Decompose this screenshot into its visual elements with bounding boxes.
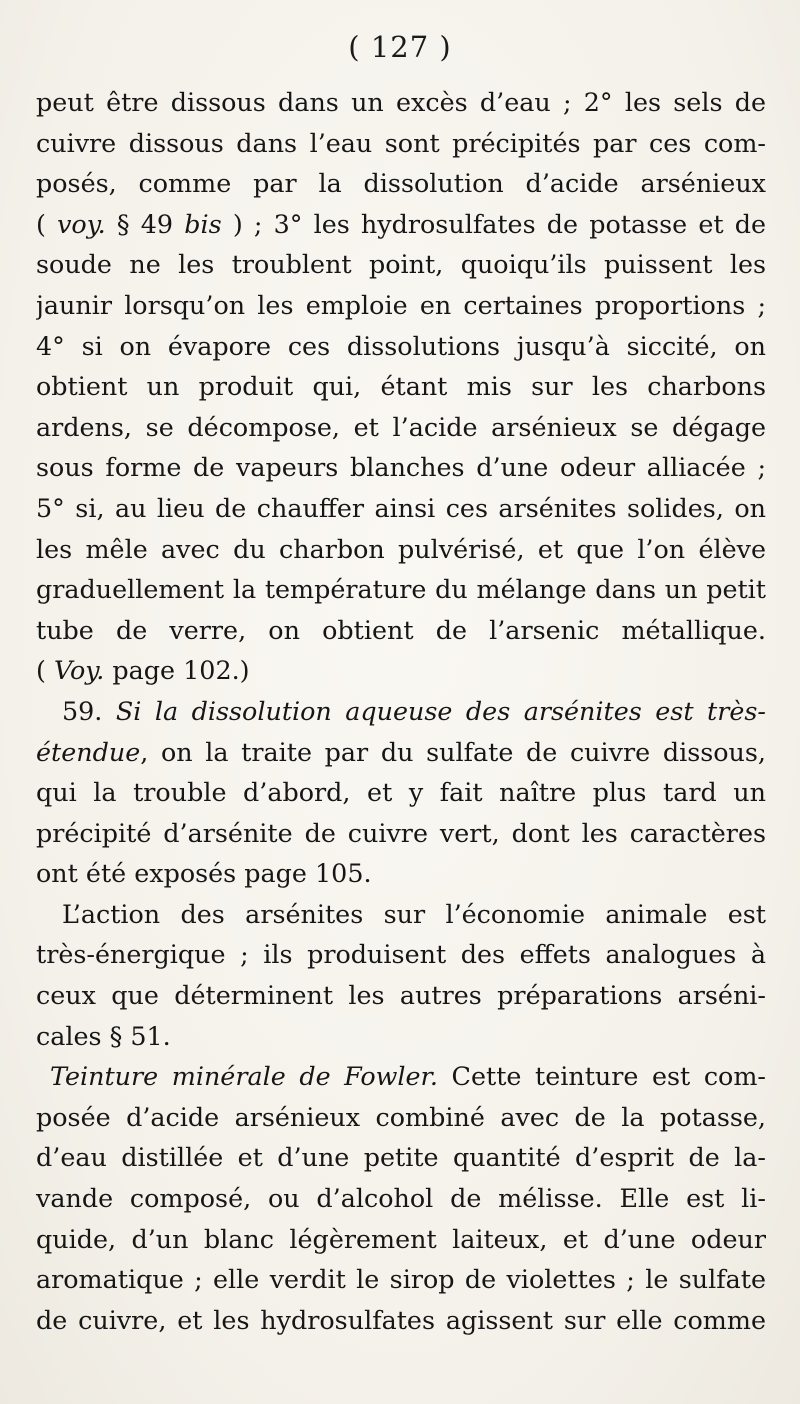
text-line: de cuivre, et les hydrosulfates agissent sur elle comme <box>36 1304 766 1335</box>
text-line: quide, d’un blanc légèrement laiteux, et d’une odeur <box>36 1223 766 1254</box>
text-line: cales § 51. <box>36 1020 171 1051</box>
text-line: ( voy. § 49 bis ) ; 3° les hydrosulfates de potasse et de <box>36 208 766 239</box>
text-line: posés, comme par la dissolution d’acide arsénieux <box>36 168 766 199</box>
body-text <box>36 82 766 1340</box>
text-line: obtient un produit qui, étant mis sur les charbons <box>36 371 766 402</box>
text-line: étendue, on la traite par du sulfate de cuivre dissous, <box>36 736 766 767</box>
text-line: soude ne les troublent point, quoiqu’ils puissent les <box>36 249 766 280</box>
text-line: vande composé, ou d’alcohol de mélisse. Elle est li- <box>36 1183 766 1214</box>
text-line: ceux que déterminent les autres préparations arséni- <box>36 980 766 1011</box>
text-line: graduellement la température du mélange dans un petit <box>36 574 766 605</box>
text-line: d’eau distillée et d’une petite quantité d’esprit de la- <box>36 1142 766 1173</box>
text-line: 59. Si la dissolution aqueuse des arsénites est très- <box>62 695 766 726</box>
text-line: qui la trouble d’abord, et y fait naître plus tard un <box>36 777 766 808</box>
text-line: peut être dissous dans un excès d’eau ; 2° les sels de <box>36 87 766 117</box>
text-line: 5° si, au lieu de chauffer ainsi ces arsénites solides, on <box>36 492 766 523</box>
text-line: sous forme de vapeurs blanches d’une odeur alliacée ; <box>36 452 766 483</box>
text-line: précipité d’arsénite de cuivre vert, dont les caractères <box>36 817 766 848</box>
text-line: Teinture minérale de Fowler. Cette teinture est com- <box>50 1061 766 1092</box>
text-line: cuivre dissous dans l’eau sont précipités par ces com- <box>36 127 766 158</box>
text-line: ardens, se décompose, et l’acide arsénieux se dégage <box>36 411 766 442</box>
text-line: aromatique ; elle verdit le sirop de violettes ; le sulfate <box>36 1264 766 1295</box>
text-line: 4° si on évapore ces dissolutions jusqu’à siccité, on <box>36 330 766 361</box>
text-line: les mêle avec du charbon pulvérisé, et que l’on élève <box>36 533 766 564</box>
text-line: L’action des arsénites sur l’économie animale est <box>62 898 766 929</box>
text-line: ont été exposés page 105. <box>36 858 372 889</box>
text-line: tube de verre, on obtient de l’arsenic métallique. <box>36 614 766 645</box>
text-line: ( Voy. page 102.) <box>36 655 250 686</box>
page-number: ( 127 ) <box>348 30 452 64</box>
text-line: jaunir lorsqu’on les emploie en certaines proportions ; <box>36 289 766 320</box>
text-line: posée d’acide arsénieux combiné avec de la potasse, <box>36 1101 766 1132</box>
text-line: très-énergique ; ils produisent des effets analogues à <box>36 939 766 970</box>
